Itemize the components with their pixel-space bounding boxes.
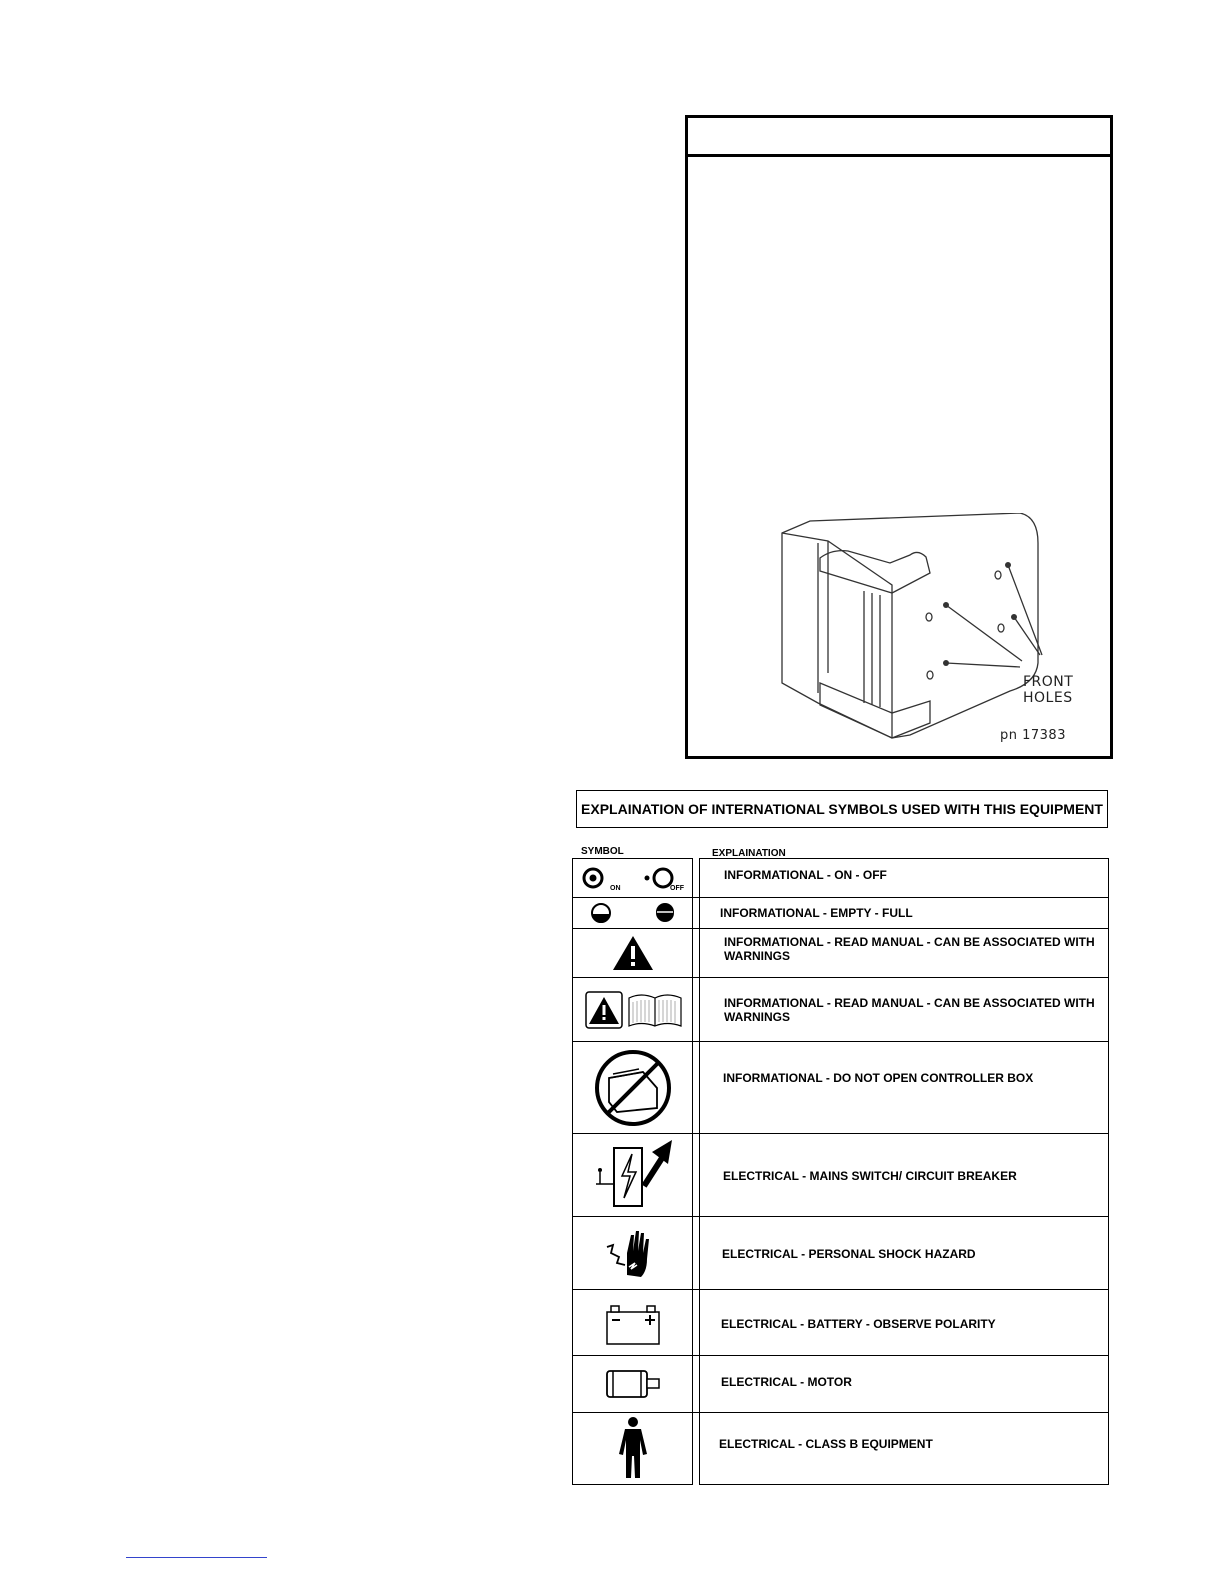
motor-icon — [572, 1356, 693, 1412]
on-label: ON — [610, 885, 621, 892]
part-number: pn 17383 — [1000, 728, 1066, 743]
symbol-column-header: SYMBOL — [581, 846, 624, 857]
symbols-table-title: EXPLAINATION OF INTERNATIONAL SYMBOLS USED WITH THIS EQUIPMENT — [576, 790, 1108, 828]
do-not-open-icon — [572, 1042, 693, 1133]
mains-switch-icon — [572, 1134, 693, 1216]
figure-box — [685, 115, 1113, 759]
shock-hazard-icon — [572, 1217, 693, 1289]
explanation-text: ELECTRICAL - BATTERY - OBSERVE POLARITY — [721, 1317, 996, 1331]
front-label: FRONT — [1023, 674, 1074, 690]
empty-full-icon — [572, 898, 693, 928]
explanation-text: INFORMATIONAL - READ MANUAL - CAN BE ASSOCIATED WITH WARNINGS — [724, 935, 1095, 963]
explanation-text: INFORMATIONAL - EMPTY - FULL — [720, 906, 913, 920]
warning-manual-icon — [572, 978, 693, 1041]
explanation-text: ELECTRICAL - MOTOR — [721, 1375, 852, 1389]
battery-icon — [572, 1290, 693, 1355]
explanation-text: INFORMATIONAL - READ MANUAL - CAN BE ASSOCIATED WITH WARNINGS — [724, 996, 1095, 1024]
holes-label: HOLES — [1023, 690, 1073, 706]
figure-header-bar — [688, 118, 1110, 157]
explanation-text: INFORMATIONAL - DO NOT OPEN CONTROLLER BOX — [723, 1071, 1034, 1085]
off-label: OFF — [670, 885, 684, 892]
corner-bracket-drawing — [770, 513, 1070, 748]
explanation-text: ELECTRICAL - PERSONAL SHOCK HAZARD — [722, 1247, 976, 1261]
footnote-rule — [126, 1557, 267, 1558]
warning-triangle-icon — [572, 929, 693, 977]
class-b-person-icon — [572, 1413, 693, 1485]
explanation-text: ELECTRICAL - CLASS B EQUIPMENT — [719, 1437, 933, 1451]
explanation-text: INFORMATIONAL - ON - OFF — [724, 868, 887, 882]
explanation-text: ELECTRICAL - MAINS SWITCH/ CIRCUIT BREAKER — [723, 1169, 1017, 1183]
explanation-column-header: EXPLAINATION — [712, 848, 786, 859]
